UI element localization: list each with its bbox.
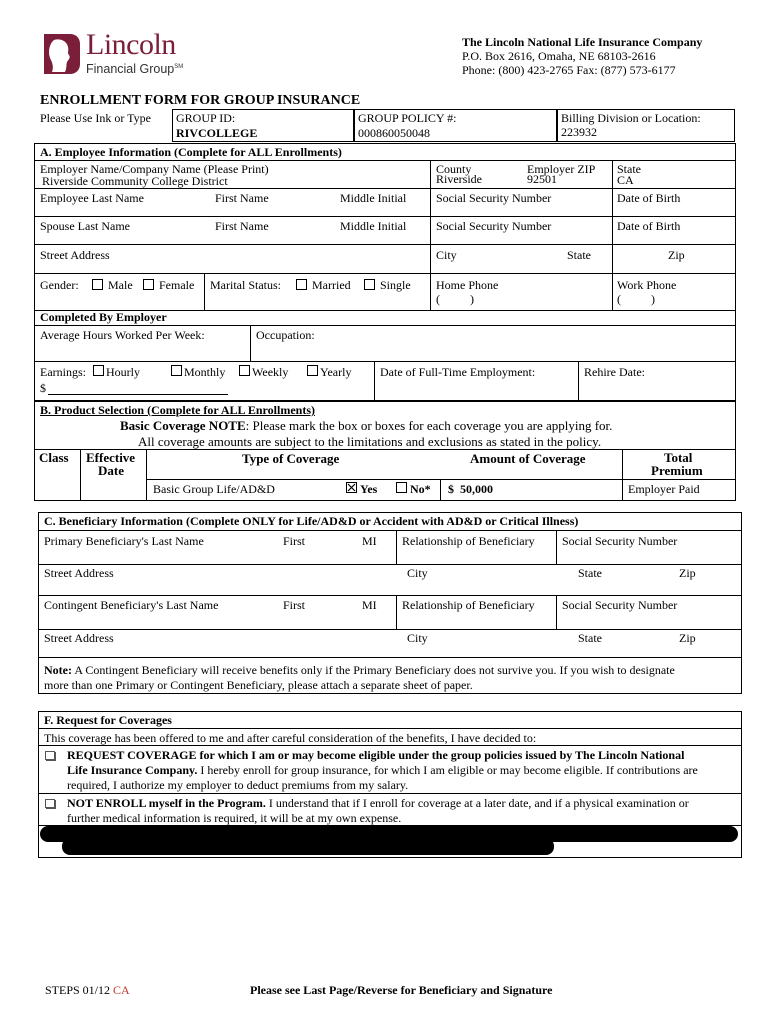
- contingent-relationship-field[interactable]: Relationship of Beneficiary: [402, 598, 535, 612]
- group-id-value: RIVCOLLEGE: [176, 126, 258, 140]
- full-time-date-field[interactable]: Date of Full-Time Employment:: [380, 365, 536, 379]
- contingent-city-field[interactable]: City: [407, 631, 428, 645]
- employee-first-name-field[interactable]: First Name: [215, 191, 269, 205]
- female-checkbox[interactable]: [143, 279, 154, 290]
- spouse-dob-field[interactable]: Date of Birth: [617, 219, 681, 233]
- state-value: CA: [617, 173, 634, 187]
- section-f-title: F. Request for Coverages: [44, 713, 172, 727]
- section-a-title: A. Employee Information (Complete for ALL Enrollments): [40, 145, 342, 159]
- earnings-dollar-sign: $: [40, 381, 46, 395]
- logo-wordmark: Lincoln: [86, 28, 176, 61]
- col-premium: Premium: [651, 463, 703, 478]
- gender-label: Gender:: [40, 278, 79, 292]
- col-effective: Effective: [86, 450, 136, 465]
- spouse-mi-field[interactable]: Middle Initial: [340, 219, 407, 233]
- married-label: Married: [312, 278, 351, 292]
- footer-form-code: STEPS 01/12 CA: [45, 983, 130, 997]
- company-address: P.O. Box 2616, Omaha, NE 68103-2616: [462, 49, 656, 63]
- weekly-label: Weekly: [252, 365, 289, 379]
- request-coverage-line-3: required, I authorize my employer to deduct premiums from my salary.: [67, 778, 409, 792]
- rehire-date-field[interactable]: Rehire Date:: [584, 365, 645, 379]
- home-phone-field[interactable]: ( ): [436, 292, 474, 306]
- request-intro: This coverage has been offered to me and after careful consideration of the benefits, I have decided to:: [44, 731, 537, 745]
- beneficiary-note: Note: A Contingent Beneficiary will receive benefits only if the Primary Beneficiary does not survive you. If you wish to designate: [44, 663, 675, 677]
- single-checkbox[interactable]: [364, 279, 375, 290]
- lincoln-silhouette-icon: [40, 32, 82, 76]
- not-enroll-line-2: further medical information is required, it will be at my own expense.: [67, 811, 402, 825]
- contingent-mi-field[interactable]: MI: [362, 598, 377, 612]
- employer-section-title: Completed By Employer: [40, 310, 167, 324]
- group-policy-label: GROUP POLICY #:: [358, 111, 457, 125]
- contingent-state-field[interactable]: State: [578, 631, 602, 645]
- primary-first-field[interactable]: First: [283, 534, 306, 548]
- contingent-ssn-field[interactable]: Social Security Number: [562, 598, 678, 612]
- monthly-label: Monthly: [184, 365, 226, 379]
- request-coverage-line-2: Life Insurance Company. I hereby enroll for group insurance, for which I am eligible or may become eligible. If contributions are: [67, 763, 698, 777]
- contingent-last-name-field[interactable]: Contingent Beneficiary's Last Name: [44, 598, 219, 612]
- yes-checkbox[interactable]: [346, 482, 357, 493]
- home-phone-label: Home Phone: [436, 278, 499, 292]
- col-type: Type of Coverage: [242, 451, 340, 466]
- monthly-checkbox[interactable]: [171, 365, 182, 376]
- coverage-note-2: All coverage amounts are subject to the limitations and exclusions as stated in the policy.: [138, 434, 602, 449]
- yes-label: Yes: [360, 482, 378, 496]
- female-label: Female: [159, 278, 195, 292]
- no-label: No*: [410, 482, 431, 496]
- state-label: State: [617, 162, 641, 176]
- contingent-zip-field[interactable]: Zip: [679, 631, 696, 645]
- primary-mi-field[interactable]: MI: [362, 534, 377, 548]
- billing-value: 223932: [561, 125, 597, 139]
- marital-label: Marital Status:: [210, 278, 281, 292]
- coverage-type-basic-life: Basic Group Life/AD&D: [153, 482, 275, 496]
- col-class: Class: [39, 450, 69, 465]
- primary-ssn-field[interactable]: Social Security Number: [562, 534, 678, 548]
- single-label: Single: [380, 278, 411, 292]
- county-label: County: [436, 162, 472, 176]
- col-total: Total: [664, 450, 693, 465]
- county-value: Riverside: [436, 172, 482, 186]
- weekly-checkbox[interactable]: [239, 365, 250, 376]
- employer-name-label: Employer Name/Company Name (Please Print): [40, 162, 269, 176]
- col-amount: Amount of Coverage: [470, 451, 586, 466]
- primary-last-name-field[interactable]: Primary Beneficiary's Last Name: [44, 534, 204, 548]
- group-id-label: GROUP ID:: [176, 111, 236, 125]
- zip-field[interactable]: Zip: [668, 248, 685, 262]
- hourly-checkbox[interactable]: [93, 365, 104, 376]
- form-title: ENROLLMENT FORM FOR GROUP INSURANCE: [40, 93, 361, 108]
- street-address-field[interactable]: Street Address: [40, 248, 110, 262]
- beneficiary-note-2: more than one Primary or Contingent Beneficiary, please attach a separate sheet of paper.: [44, 678, 473, 692]
- occupation-field[interactable]: Occupation:: [256, 328, 315, 342]
- earnings-amount-line[interactable]: [48, 394, 228, 395]
- company-phone: Phone: (800) 423-2765 Fax: (877) 573-6177: [462, 63, 676, 77]
- section-b-title: B. Product Selection (Complete for ALL Enrollments): [40, 403, 315, 417]
- spouse-ssn-field[interactable]: Social Security Number: [436, 219, 552, 233]
- contingent-street-field[interactable]: Street Address: [44, 631, 114, 645]
- logo-sm: SM: [174, 63, 184, 70]
- city-field[interactable]: City: [436, 248, 457, 262]
- request-coverage-line-1: REQUEST COVERAGE for which I am or may become eligible under the group policies issued by The Lincoln National: [67, 748, 685, 762]
- footer-see-reverse: Please see Last Page/Reverse for Beneficiary and Signature: [250, 983, 553, 997]
- yearly-checkbox[interactable]: [307, 365, 318, 376]
- ink-note: Please Use Ink or Type: [40, 111, 151, 125]
- lincoln-logo: [40, 30, 200, 80]
- employer-zip-value: 92501: [527, 172, 557, 186]
- spouse-first-name-field[interactable]: First Name: [215, 219, 269, 233]
- contingent-first-field[interactable]: First: [283, 598, 306, 612]
- hourly-label: Hourly: [106, 365, 140, 379]
- employee-ssn-field[interactable]: Social Security Number: [436, 191, 552, 205]
- company-name: The Lincoln National Life Insurance Company: [462, 35, 703, 49]
- redacted-option: [40, 826, 738, 856]
- checked-x-icon: [347, 483, 356, 492]
- total-premium: Employer Paid: [628, 482, 700, 496]
- section-c-title: C. Beneficiary Information (Complete ONLY for Life/AD&D or Accident with AD&D or Critical Illness): [44, 514, 579, 528]
- male-label: Male: [108, 278, 133, 292]
- primary-street-field[interactable]: Street Address: [44, 566, 114, 580]
- yearly-label: Yearly: [320, 365, 352, 379]
- earnings-label: Earnings:: [40, 365, 86, 379]
- not-enroll-checkbox[interactable]: [45, 799, 55, 808]
- work-phone-label: Work Phone: [617, 278, 677, 292]
- no-checkbox[interactable]: [396, 482, 407, 493]
- billing-label: Billing Division or Location:: [561, 111, 701, 125]
- coverage-amount: $ 50,000: [448, 482, 493, 496]
- coverage-note: Basic Coverage NOTE: Please mark the box or boxes for each coverage you are applying for.: [120, 418, 613, 433]
- employee-mi-field[interactable]: Middle Initial: [340, 191, 407, 205]
- employer-zip-label: Employer ZIP: [527, 162, 596, 176]
- col-date: Date: [98, 463, 124, 478]
- group-policy-value: 000860050048: [358, 126, 430, 140]
- logo-subtitle: Financial Group: [86, 62, 175, 76]
- employee-last-name-field[interactable]: Employee Last Name: [40, 191, 144, 205]
- not-enroll-line-1: NOT ENROLL myself in the Program. I understand that if I enroll for coverage at a later date, and if a physical examination or: [67, 796, 689, 810]
- work-phone-field[interactable]: ( ): [617, 292, 655, 306]
- avg-hours-field[interactable]: Average Hours Worked Per Week:: [40, 328, 205, 342]
- primary-relationship-field[interactable]: Relationship of Beneficiary: [402, 534, 535, 548]
- employer-name-value: Riverside Community College District: [42, 174, 228, 188]
- primary-state-field[interactable]: State: [578, 566, 602, 580]
- spouse-last-name-field[interactable]: Spouse Last Name: [40, 219, 130, 233]
- primary-city-field[interactable]: City: [407, 566, 428, 580]
- primary-zip-field[interactable]: Zip: [679, 566, 696, 580]
- male-checkbox[interactable]: [92, 279, 103, 290]
- request-coverage-checkbox[interactable]: [45, 751, 55, 760]
- married-checkbox[interactable]: [296, 279, 307, 290]
- state-field[interactable]: State: [567, 248, 591, 262]
- employee-dob-field[interactable]: Date of Birth: [617, 191, 681, 205]
